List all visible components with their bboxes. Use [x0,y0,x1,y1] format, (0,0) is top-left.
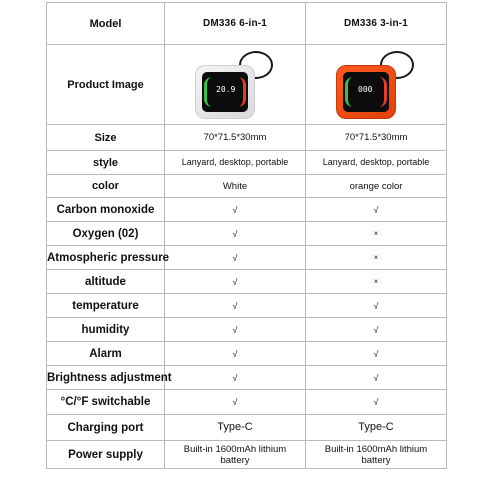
header-model-3in1: DM336 3-in-1 [306,3,447,45]
row-label: temperature [47,294,165,318]
row-label: Brightness adjustment [47,366,165,390]
row-power-supply [47,441,447,469]
device-screen-orange [343,72,389,112]
row-value-6in1: √ [165,390,306,415]
row-style [47,151,447,175]
row-carbon-monoxide [47,198,447,222]
row-value-6in1: √ [165,270,306,294]
row-value-3in1: √ [306,198,447,222]
screen-reading-orange: 000 [358,84,373,94]
product-image-label: Product Image [47,45,165,125]
header-model: Model [47,3,165,45]
row-value-6in1: √ [165,294,306,318]
gauge-left-icon [204,77,212,107]
row-value-3in1: 70*71.5*30mm [306,125,447,151]
row-value-6in1: White [165,175,306,198]
device-orange-image [336,51,416,119]
gauge-left-icon [345,77,353,107]
row-label: Atmospheric pressure [47,246,165,270]
row-value-3in1: √ [306,366,447,390]
header-model-6in1: DM336 6-in-1 [165,3,306,45]
row-altitude [47,270,447,294]
row-value-6in1: √ [165,246,306,270]
row-value-3in1: √ [306,318,447,342]
row-value-3in1: √ [306,390,447,415]
row-label: Size [47,125,165,151]
row-value-6in1: √ [165,198,306,222]
row-temperature [47,294,447,318]
row-value-6in1: Built-in 1600mAh lithium battery [165,441,306,469]
row-label: style [47,151,165,175]
row-unit-switchable [47,390,447,415]
row-value-3in1: × [306,270,447,294]
row-label: Oxygen (02) [47,222,165,246]
row-value-3in1: Lanyard, desktop, portable [306,151,447,175]
row-label: °C/°F switchable [47,390,165,415]
row-value-3in1: Built-in 1600mAh lithium battery [306,441,447,469]
row-atmospheric-pressure [47,246,447,270]
comparison-table-wrapper [46,2,446,476]
gauge-right-icon [379,77,387,107]
product-image-6in1 [165,45,306,125]
row-value-3in1: √ [306,342,447,366]
row-label: Power supply [47,441,165,469]
row-size [47,125,447,151]
row-oxygen [47,222,447,246]
row-label: Charging port [47,415,165,441]
row-humidity [47,318,447,342]
row-brightness-adjustment [47,366,447,390]
row-value-3in1: × [306,222,447,246]
row-value-3in1: √ [306,294,447,318]
header-row [47,3,447,45]
row-value-6in1: Lanyard, desktop, portable [165,151,306,175]
device-screen-white [202,72,248,112]
row-value-3in1: × [306,246,447,270]
product-image-3in1 [306,45,447,125]
row-label: Carbon monoxide [47,198,165,222]
row-value-6in1: √ [165,366,306,390]
row-value-3in1: Type-C [306,415,447,441]
row-value-6in1: 70*71.5*30mm [165,125,306,151]
row-color [47,175,447,198]
row-value-6in1: Type-C [165,415,306,441]
device-white-image [195,51,275,119]
product-image-row [47,45,447,125]
row-label: Alarm [47,342,165,366]
row-value-6in1: √ [165,222,306,246]
row-value-6in1: √ [165,342,306,366]
row-alarm [47,342,447,366]
screen-reading-white: 20.9 [216,84,236,94]
row-charging-port [47,415,447,441]
gauge-right-icon [238,77,246,107]
row-label: altitude [47,270,165,294]
row-label: humidity [47,318,165,342]
row-value-3in1: orange color [306,175,447,198]
row-label: color [47,175,165,198]
row-value-6in1: √ [165,318,306,342]
spec-comparison-table [46,2,447,469]
